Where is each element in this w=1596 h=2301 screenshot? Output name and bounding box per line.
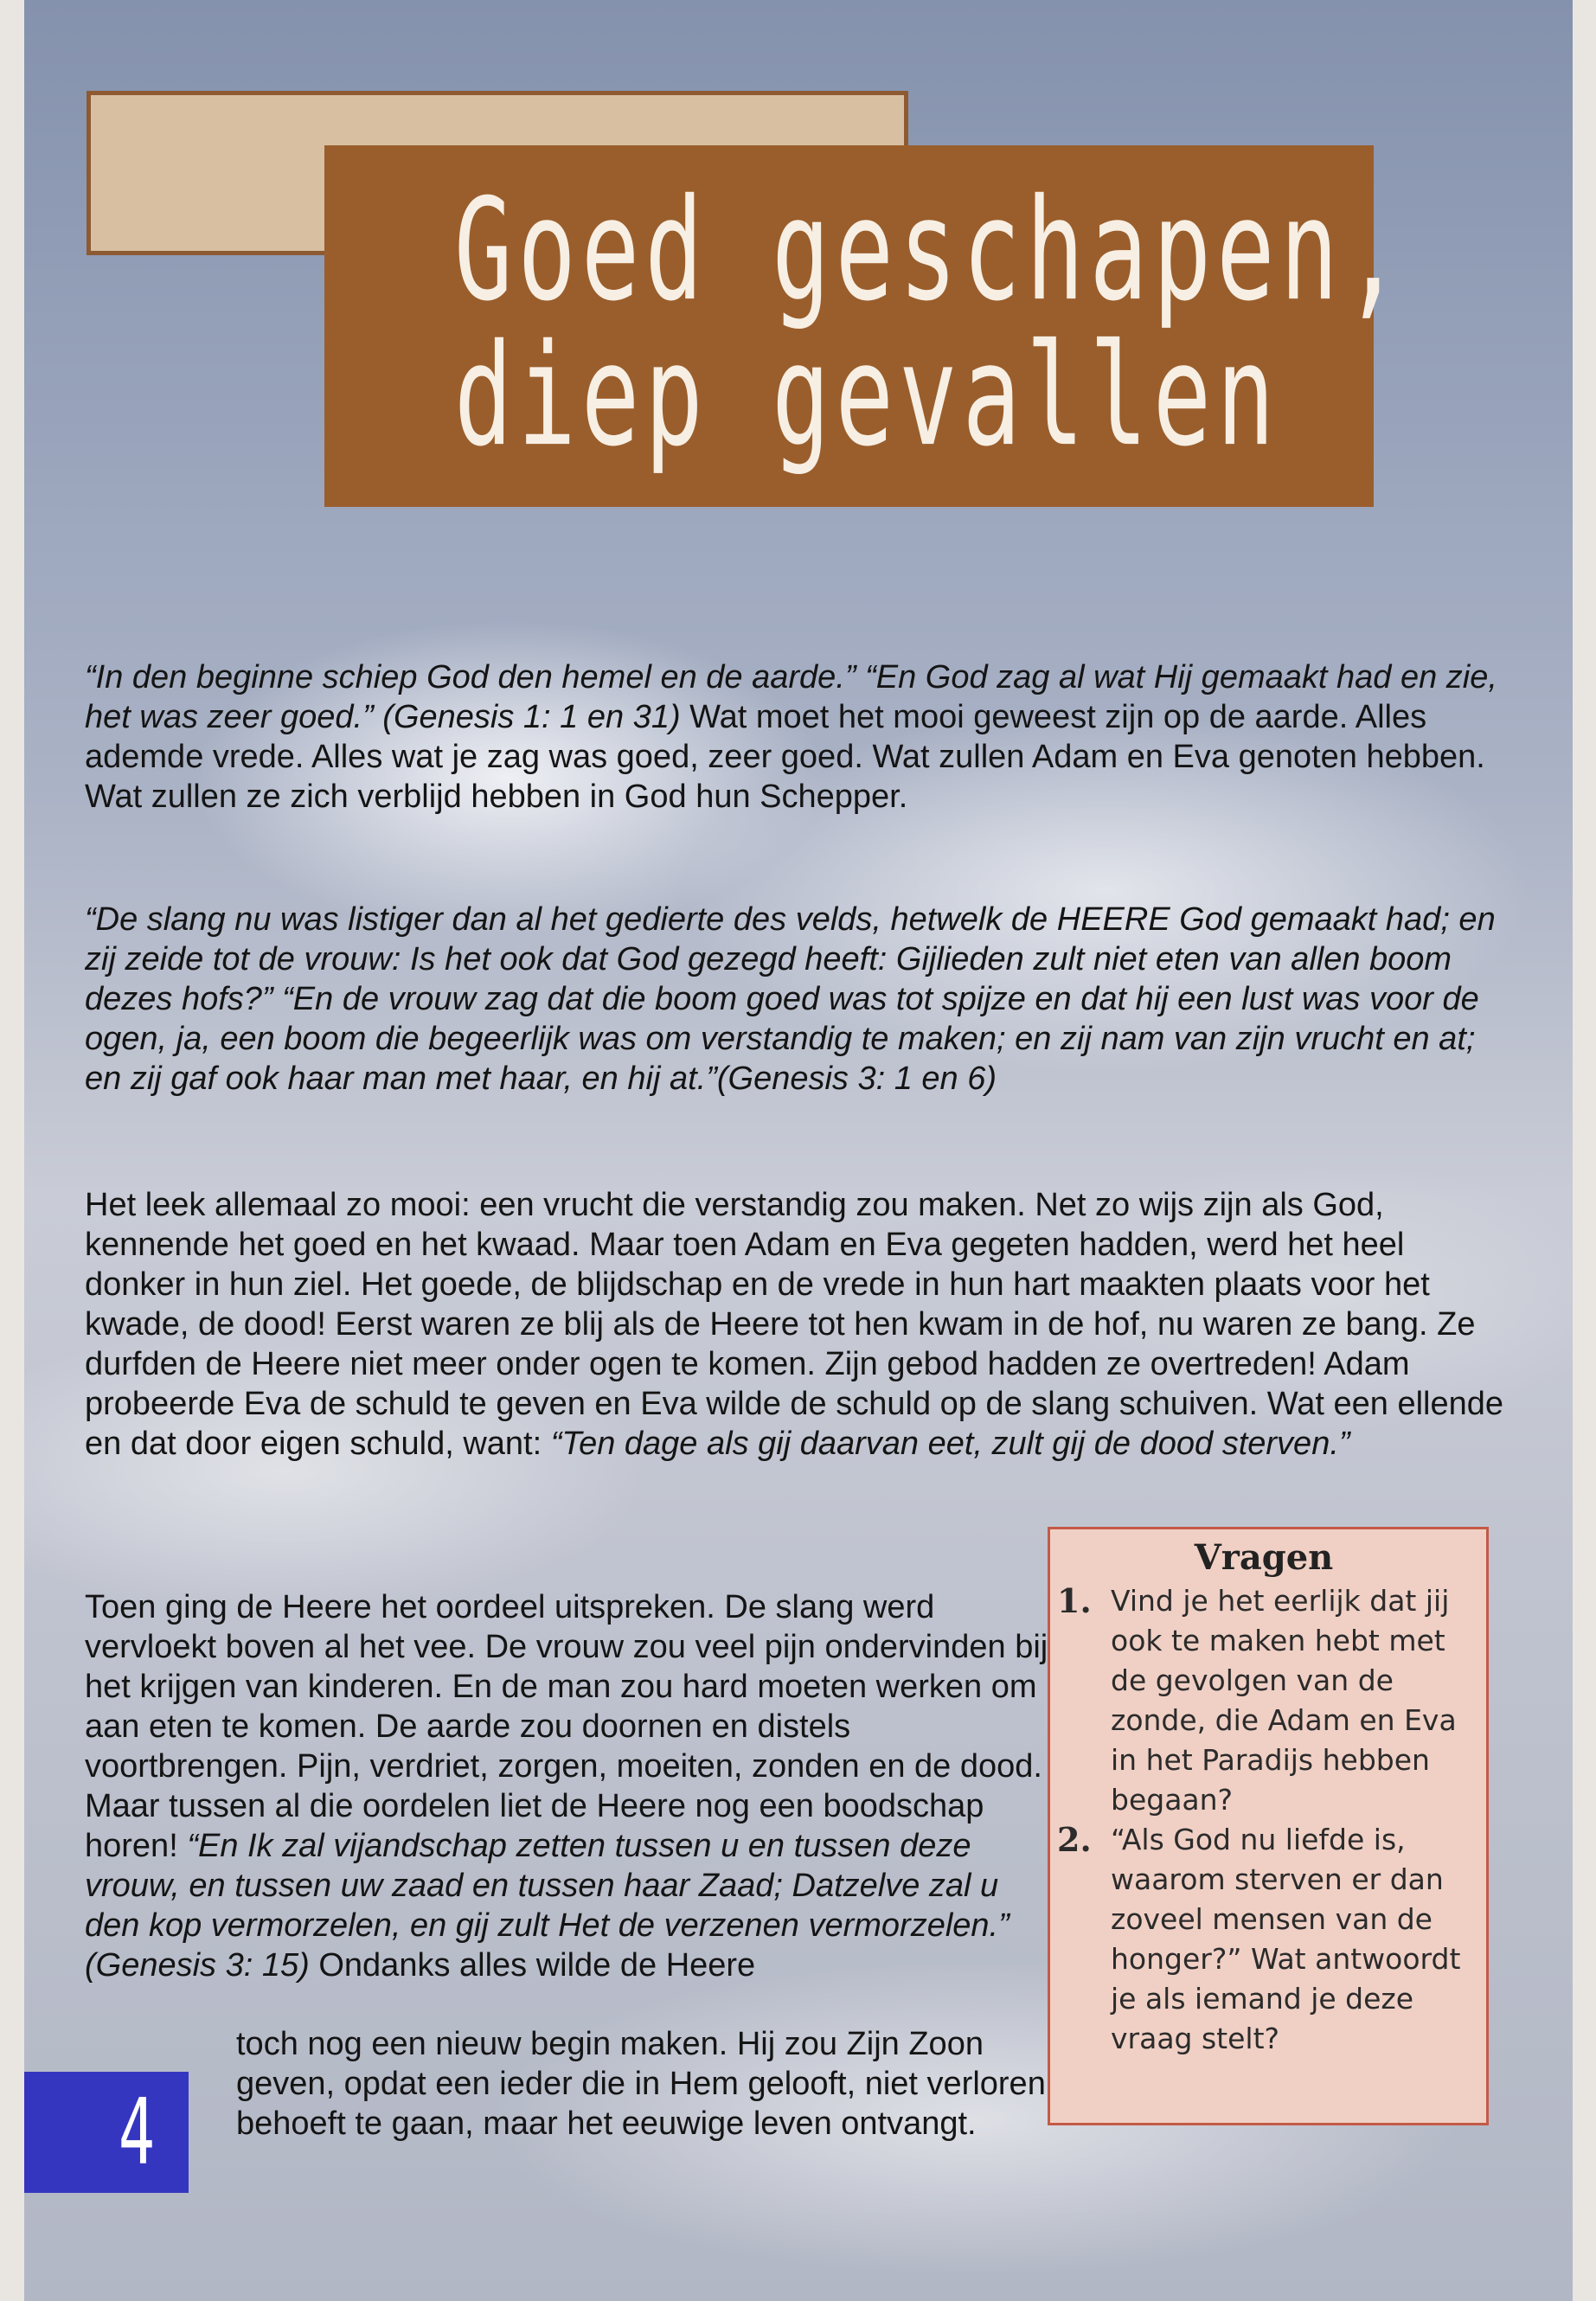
question-number: 2. — [1057, 1820, 1092, 1859]
page-number-label: 4 — [118, 2079, 156, 2186]
title-block — [324, 145, 1407, 507]
paragraph-5 — [236, 2024, 1067, 2144]
question-item — [1057, 1820, 1471, 2059]
paragraph-3 — [85, 1185, 1503, 1464]
page — [24, 0, 1573, 2301]
page-number — [24, 2072, 189, 2193]
paragraph-4-quote: “En Ik zal vijandschap zetten tussen u en tussen deze vrouw, en tussen uw zaad en tussen haar Zaad; Datzelve zal u den kop vermorzelen, en gij zult Het de verzenen vermorzelen.” (Genesis 3: 15) — [85, 1828, 1010, 1984]
paragraph-2 — [85, 900, 1503, 1099]
questions-title: Vragen — [1194, 1537, 1334, 1578]
paragraph-4-text-end: Ondanks alles wilde de Heere — [309, 1947, 756, 1984]
paragraph-2-quote: “De slang nu was listiger dan al het gedierte des velds, hetwelk de HEERE God gemaakt had; en zij zeide tot de vrouw: Is het ook dat God gezegd heeft: Gijlieden zult niet eten van allen boom dezes hofs?” “En de vrouw zag dat die boom goed was tot spijze en dat hij een lust was voor de ogen, ja, een boom die begeerlijk was om verstandig te maken; en zij nam van zijn vrucht en at; en zij gaf ook haar man met haar, en hij at.”(Genesis 3: 1 en 6) — [85, 901, 1496, 1097]
question-text: “Als God nu liefde is, waarom sterven er dan zoveel mensen van de honger?” Wat antwoordt je als iemand je deze vraag stelt? — [1111, 1823, 1461, 2055]
paragraph-3-text: Het leek allemaal zo mooi: een vrucht die verstandig zou maken. Net zo wijs zijn als God, kennende het goed en het kwaad. Maar toen Adam en Eva gegeten hadden, werd het heel donker in hun ziel. Het goede, de blijdschap en de vrede in hun hart maakten plaats voor het kwade, de dood! Eerst waren ze blij als de Heere tot hen kwam in de hof, nu waren ze bang. Ze durfden de Heere niet meer onder ogen te komen. Zijn gebod hadden ze overtreden! Adam probeerde Eva de schuld te geven en Eva wilde de schuld op de slang schuiven. Wat een ellende en dat door eigen schuld, want: — [85, 1187, 1504, 1462]
question-text: Vind je het eerlijk dat jij ook te maken hebt met de gevolgen van de zonde, die Adam en Eva in het Paradijs hebben begaan? — [1111, 1584, 1457, 1817]
title-line-2: diep gevallen — [454, 314, 1280, 478]
paragraph-5-text: toch nog een nieuw begin maken. Hij zou Zijn Zoon geven, opdat een ieder die in Hem gelooft, niet verloren behoeft te gaan, maar het eeuwige leven ontvangt. — [236, 2026, 1046, 2142]
paragraph-3-quote: “Ten dage als gij daarvan eet, zult gij de dood sterven.” — [550, 1426, 1350, 1462]
title-line-1: Goed geschapen, — [454, 169, 1407, 333]
paragraph-1-quote: “In den beginne schiep God den hemel en de aarde.” “En God zag al wat Hij gemaakt had en zie, het was zeer goed.” (Genesis 1: 1 en 31) — [85, 659, 1497, 735]
question-number: 1. — [1057, 1581, 1092, 1620]
question-item — [1057, 1581, 1471, 1820]
paragraph-4-text: Toen ging de Heere het oordeel uitspreken. De slang werd vervloekt boven al het vee. De vrouw zou veel pijn ondervinden bij het krijgen van kinderen. En de man zou hard moeten werken om aan eten te komen. De aarde zou doornen en distels voortbrengen. Pijn, verdriet, zorgen, moeiten, zonden en de dood. Maar tussen al die oordelen liet de Heere nog een boodschap horen! — [85, 1589, 1048, 1864]
questions-box — [1048, 1527, 1489, 2125]
paragraph-1-text: Wat moet het mooi geweest zijn op de aarde. Alles ademde vrede. Alles wat je zag was goed, zeer goed. Wat zullen Adam en Eva genoten hebben. Wat zullen ze zich verblijd hebben in God hun Schepper. — [85, 699, 1485, 815]
paragraph-4 — [85, 1587, 1058, 1985]
paragraph-1 — [85, 657, 1503, 817]
